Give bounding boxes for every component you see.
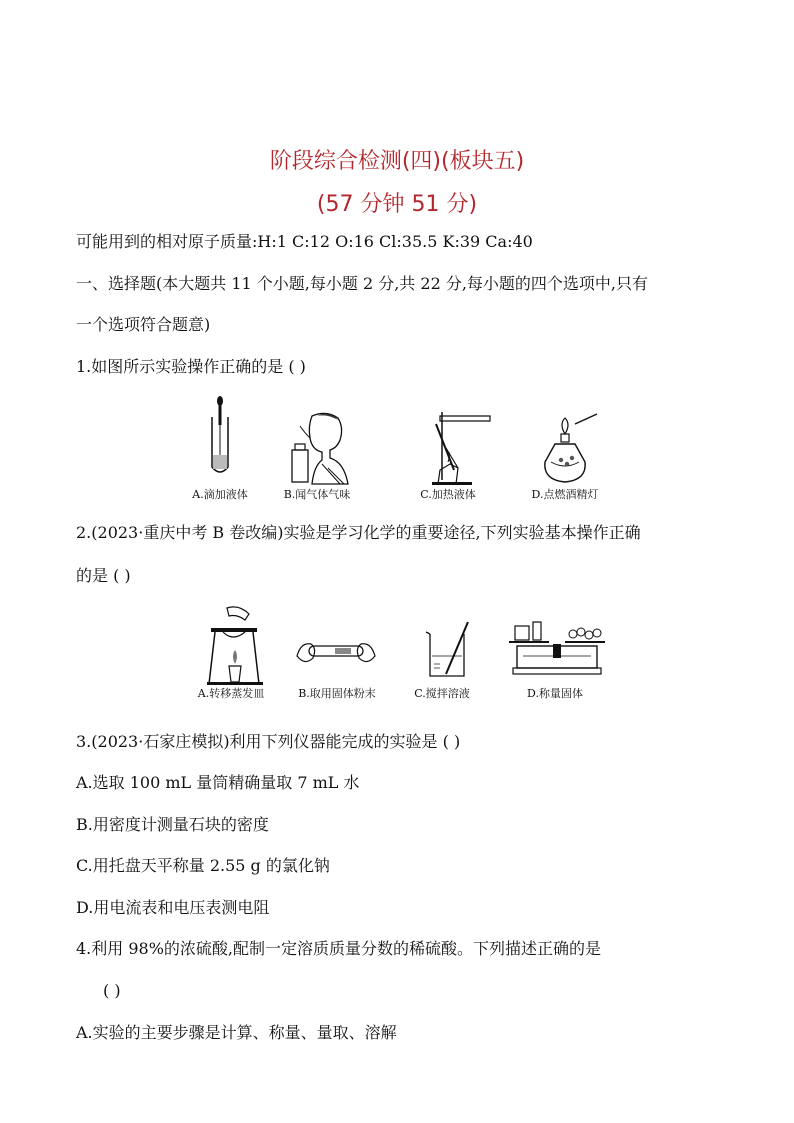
q1-figure-a — [190, 393, 250, 483]
q1-caption-d: D.点燃酒精灯 — [531, 488, 599, 501]
atomic-mass-note: 可能用到的相对原子质量:H:1 C:12 O:16 Cl:35.5 K:39 Ca:40 — [76, 232, 533, 251]
q3-stem: 3.(2023·石家庄模拟)利用下列仪器能完成的实验是 ( ) — [76, 732, 461, 751]
q3-option-a: A.选取 100 mL 量筒精确量取 7 mL 水 — [76, 773, 360, 792]
q4-stem-line1: 4.利用 98%的浓硫酸,配制一定溶质质量分数的稀硫酸。下列描述正确的是 — [76, 939, 602, 958]
q1-caption-c: C.加热液体 — [420, 488, 476, 501]
q3-option-d: D.用电流表和电压表测电阻 — [76, 898, 270, 917]
section-heading-line1: 一、选择题(本大题共 11 个小题,每小题 2 分,共 22 分,每小题的四个选项中,只有 — [76, 274, 649, 293]
q2-stem-line2: 的是 ( ) — [76, 566, 131, 585]
q2-caption-d: D.称量固体 — [527, 687, 583, 700]
q1-caption-a: A.滴加液体 — [192, 488, 248, 501]
q3-option-c: C.用托盘天平称量 2.55 g 的氯化钠 — [76, 856, 330, 875]
q2-figure-b — [295, 630, 377, 674]
section-heading-line2: 一个选项符合题意) — [76, 315, 211, 334]
q1-figure-c — [422, 408, 494, 486]
q1-stem: 1.如图所示实验操作正确的是 ( ) — [76, 357, 306, 376]
page-subtitle: (57 分钟 51 分) — [316, 192, 478, 217]
q2-caption-a: A.转移蒸发皿 — [197, 687, 265, 700]
q1-caption-b: B.闻气体气味 — [283, 488, 351, 501]
q1-figure-d — [535, 410, 605, 486]
q1-figure-b — [282, 408, 352, 486]
q4-option-a: A.实验的主要步骤是计算、称量、量取、溶解 — [76, 1023, 397, 1042]
q3-option-b: B.用密度计测量石块的密度 — [76, 815, 269, 834]
page-title: 阶段综合检测(四)(板块五) — [269, 149, 525, 174]
q2-stem-line1: 2.(2023·重庆中考 B 卷改编)实验是学习化学的重要途径,下列实验基本操作正确 — [76, 523, 641, 542]
q4-stem-line2: ( ) — [103, 981, 121, 1000]
q2-figure-c — [424, 620, 474, 680]
q2-figure-a — [205, 606, 265, 686]
q2-figure-d — [509, 614, 605, 680]
q2-caption-c: C.搅拌溶液 — [414, 687, 470, 700]
q2-caption-b: B.取用固体粉末 — [298, 687, 376, 700]
